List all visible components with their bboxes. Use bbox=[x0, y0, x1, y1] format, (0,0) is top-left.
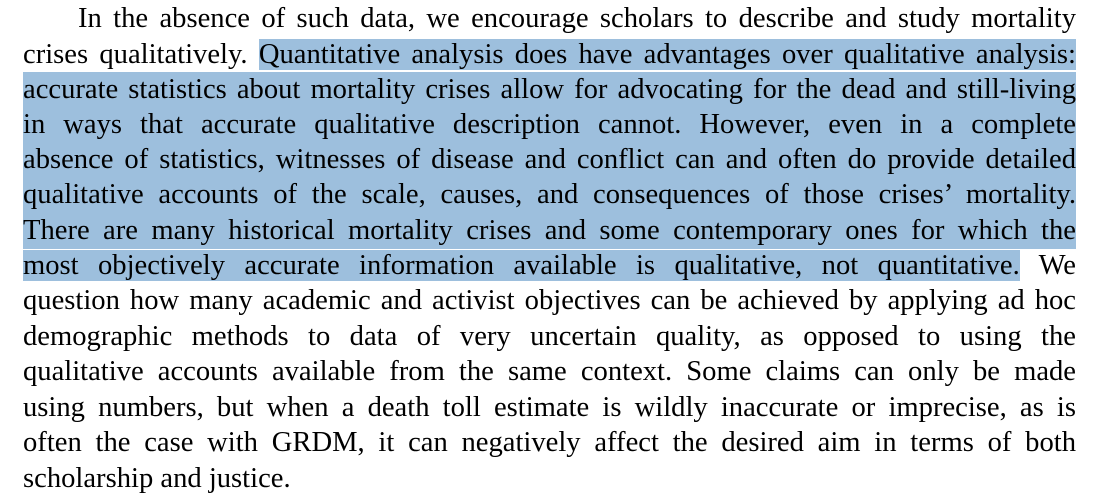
selected-text[interactable]: Quantitative analysis does have advantages over qualitative analysis: bbox=[258, 39, 1076, 70]
paragraph-line-11: qualitative accounts available from the same context. Some claims can only be made bbox=[23, 356, 1076, 387]
paragraph-line-7[interactable]: There are many historical mortality crises and some contemporary ones for which the bbox=[23, 213, 1076, 249]
paragraph-line-2[interactable] bbox=[23, 37, 1076, 73]
paragraph-line-6[interactable]: qualitative accounts of the scale, causes, and consequences of those crises’ mortality. bbox=[23, 177, 1076, 213]
paragraph-line-9: question how many academic and activist objectives can be achieved by applying ad hoc bbox=[23, 285, 1076, 316]
paragraph-line-14: scholarship and justice. bbox=[23, 463, 291, 494]
plain-text: crises qualitatively. bbox=[23, 39, 259, 70]
paragraph-line-3[interactable]: accurate statistics about mortality crises allow for advocating for the dead and still-living bbox=[23, 72, 1076, 108]
paragraph-line-13: often the case with GRDM, it can negatively affect the desired aim in terms of both bbox=[23, 427, 1076, 458]
plain-text: We bbox=[1019, 250, 1076, 281]
selected-text[interactable]: most objectively accurate information available is qualitative, not quantitative. bbox=[23, 250, 1020, 281]
paragraph-line-4[interactable]: in ways that accurate qualitative description cannot. However, even in a complete bbox=[23, 107, 1076, 143]
paragraph-line-1: In the absence of such data, we encourage scholars to describe and study mortality bbox=[78, 3, 1076, 34]
paragraph-line-12: using numbers, but when a death toll estimate is wildly inaccurate or imprecise, as is bbox=[23, 392, 1076, 423]
paragraph-line-8[interactable] bbox=[23, 248, 1076, 284]
paragraph-line-10: demographic methods to data of very uncertain quality, as opposed to using the bbox=[23, 321, 1076, 352]
paragraph-line-5[interactable]: absence of statistics, witnesses of disease and conflict can and often do provide detailed bbox=[23, 142, 1076, 178]
